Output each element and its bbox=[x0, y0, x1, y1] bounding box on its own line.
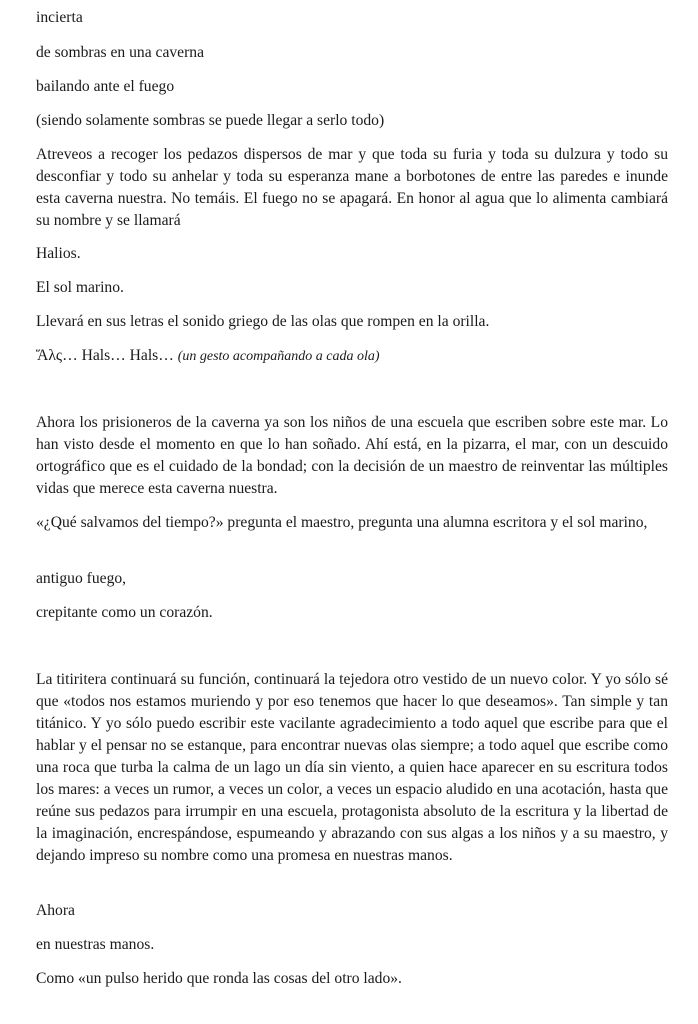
text-line-crepitante: crepitante como un corazón. bbox=[36, 604, 213, 621]
text-line-pulso-herido: Como «un pulso herido que ronda las cosas del otro lado». bbox=[36, 970, 402, 987]
hals-text: Ἅλς… Hals… Hals… bbox=[36, 347, 178, 364]
paragraph-prisioneros: Ahora los prisioneros de la caverna ya son los niños de una escuela que escriben sobre este mar. Lo han visto desde el momento en que lo han soñado. Ahí está, en la pizarra, el mar, con un descuido ortográfico que es el cuidado de la bondad; con la decisión de un maestro de reinventar las múltiples vidas que merece esta caverna nuestra. bbox=[36, 414, 668, 497]
text-line-antiguo-fuego: antiguo fuego, bbox=[36, 570, 127, 587]
paragraph-que-salvamos: «¿Qué salvamos del tiempo?» pregunta el maestro, pregunta una alumna escritora y el sol marino, bbox=[36, 514, 648, 531]
text-line-bailando: bailando ante el fuego bbox=[36, 78, 175, 95]
text-line-sol-marino: El sol marino. bbox=[36, 279, 124, 296]
stage-direction-note: (un gesto acompañando a cada ola) bbox=[177, 349, 380, 364]
paragraph-atreveos: Atreveos a recoger los pedazos dispersos de mar y que toda su furia y toda su dulzura y todo su desconfiar y todo su anhelar y toda su esperanza mane a borbotones de entre las paredes e inunde esta caverna nuestra. No temáis. El fuego no se apagará. En honor al agua que lo alimenta cambiará su nombre y se llamará bbox=[36, 146, 668, 229]
text-line-nuestras-manos: en nuestras manos. bbox=[36, 936, 155, 953]
text-line-llevara: Llevará en sus letras el sonido griego de las olas que rompen en la orilla. bbox=[36, 313, 490, 330]
text-line-ahora: Ahora bbox=[36, 902, 75, 919]
text-line-incierta: incierta bbox=[36, 9, 83, 26]
text-line-parenthetical: (siendo solamente sombras se puede llegar a serlo todo) bbox=[36, 112, 385, 129]
text-line-halios: Halios. bbox=[36, 245, 81, 262]
text-line-hals bbox=[36, 345, 380, 368]
paragraph-titiritera: La titiritera continuará su función, continuará la tejedora otro vestido de un nuevo color. Y yo sólo sé que «todos nos estamos muriendo y por eso tenemos que hacer lo que deseamos». Tan simple y tan titánico. Y yo sólo puedo escribir este vacilante agradecimiento a todo aquel que escribe para que el hablar y el pensar no se estanque, para encontrar nuevas olas siempre; a todo aquel que escribe como una roca que turba la calma de un lago un día sin viento, a quien hace aparecer en su escritura todos los mares: a veces un rumor, a veces un color, a veces un espacio aludido en una acotación, hasta que reúne sus pedazos para irrumpir en una escuela, protagonista absoluto de la escritura y la libertad de la imaginación, encrespándose, espumeando y abrazando con sus algas a los niños y a su maestro, y dejando impreso su nombre como una promesa en nuestras manos. bbox=[36, 671, 668, 864]
text-line-sombras: de sombras en una caverna bbox=[36, 44, 204, 61]
